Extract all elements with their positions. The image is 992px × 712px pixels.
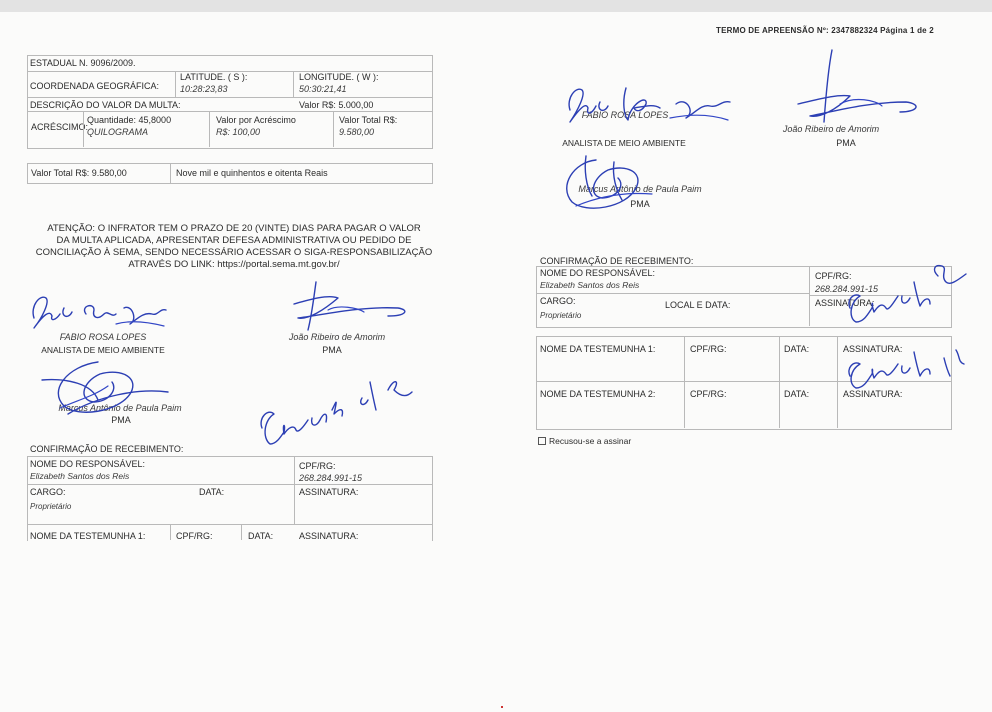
acrescimo-label: ACRÉSCIMO: xyxy=(31,122,89,132)
notice-line: ATENÇÃO: O INFRATOR TEM O PRAZO DE 20 (VINTE) DIAS PARA PAGAR O VALOR xyxy=(47,223,421,234)
witness1-label: NOME DA TESTEMUNHA 1: xyxy=(540,344,656,354)
divider xyxy=(779,336,780,428)
cargo-value: Proprietário xyxy=(30,502,72,511)
deadline-notice xyxy=(32,223,436,271)
notice-line: ATRAVÉS DO LINK: https://portal.sema.mt.gov.br/ xyxy=(128,259,340,270)
divider xyxy=(209,111,210,147)
divider xyxy=(241,524,242,540)
local-date-label: LOCAL E DATA: xyxy=(665,300,731,310)
longitude-value: 50:30:21,41 xyxy=(299,84,347,94)
notice-line: DA MULTA APLICADA, APRESENTAR DEFESA ADMINISTRATIVA OU PEDIDO DE xyxy=(56,235,412,246)
quantity-label: Quantidade: 45,8000 xyxy=(87,115,172,125)
divider xyxy=(27,484,432,485)
date-label: DATA: xyxy=(199,487,225,497)
divider xyxy=(175,71,176,97)
signature-elizabeth-santos-dos-reis xyxy=(842,252,968,326)
officer2-org: PMA xyxy=(111,415,131,425)
refused-checkbox xyxy=(538,437,546,445)
divider xyxy=(170,524,171,540)
divider xyxy=(83,111,84,147)
officer2-name: Marcus Antônio de Paula Paim xyxy=(58,403,182,413)
witness1-signature-label: ASSINATURA: xyxy=(299,531,359,541)
confirmation-title: CONFIRMAÇÃO DE RECEBIMENTO: xyxy=(30,444,184,454)
officer1-org: PMA xyxy=(836,138,856,148)
signature-joao-ribeiro-de-amorim xyxy=(268,280,418,338)
witness2-signature-label: ASSINATURA: xyxy=(843,389,903,399)
cargo-label: CARGO: xyxy=(540,296,576,306)
divider xyxy=(684,336,685,428)
increment-label: Valor por Acréscimo xyxy=(216,115,296,125)
officer1-name: João Ribeiro de Amorim xyxy=(288,332,386,342)
cargo-label: CARGO: xyxy=(30,487,66,497)
divider xyxy=(294,456,295,524)
divider xyxy=(27,97,432,98)
witness2-label: NOME DA TESTEMUNHA 2: xyxy=(540,389,656,399)
responsible-value: Elizabeth Santos dos Reis xyxy=(540,280,640,290)
cpf-value: 268.284.991-15 xyxy=(815,284,879,294)
divider xyxy=(837,336,838,428)
cargo-value: Proprietário xyxy=(540,311,582,320)
divider xyxy=(333,111,334,147)
officer2-name: Marcus Antônio de Paula Paim xyxy=(578,184,702,194)
witness1-signature-label: ASSINATURA: xyxy=(843,344,903,354)
fine-base-value: Valor R$: 5.000,00 xyxy=(299,100,374,110)
cpf-label: CPF/RG: xyxy=(299,461,336,471)
fine-description-label: DESCRIÇÃO DO VALOR DA MULTA: xyxy=(30,100,181,110)
total-label-small: Valor Total R$: xyxy=(339,115,398,125)
signature-label: ASSINATURA: xyxy=(815,298,875,308)
signature-elizabeth-santos-dos-reis-witness xyxy=(840,336,970,392)
document-header: TERMO DE APREENSÃO Nº: 2347882324 Página 1 de 2 xyxy=(716,26,934,35)
law-reference: ESTADUAL N. 9096/2009. xyxy=(30,58,136,68)
total-value: Valor Total R$: 9.580,00 xyxy=(31,168,127,178)
witness1-label: NOME DA TESTEMUNHA 1: xyxy=(30,531,146,541)
scanner-top-edge xyxy=(0,0,992,12)
divider xyxy=(809,266,810,326)
witness1-cpf-label: CPF/RG: xyxy=(176,531,213,541)
refused-to-sign-option xyxy=(538,436,631,447)
analyst-name: FABIO ROSA LOPES xyxy=(581,110,669,120)
responsible-value: Elizabeth Santos dos Reis xyxy=(30,471,130,481)
responsible-label: NOME DO RESPONSÁVEL: xyxy=(30,459,146,469)
total-in-words: Nove mil e quinhentos e oitenta Reais xyxy=(176,168,328,178)
analyst-name: FABIO ROSA LOPES xyxy=(59,332,147,342)
notice-line: CONCILIAÇÃO À SEMA, SENDO NECESSÁRIO ACESSAR O SIGA-RESPONSABILIZAÇÃO xyxy=(35,247,433,258)
responsible-label: NOME DO RESPONSÁVEL: xyxy=(540,268,656,278)
signature-label: ASSINATURA: xyxy=(299,487,359,497)
witness1-date-label: DATA: xyxy=(248,531,274,541)
increment-value: R$: 100,00 xyxy=(216,127,261,137)
signature-fabio-rosa-lopes xyxy=(20,284,170,336)
longitude-label: LONGITUDE. ( W ): xyxy=(299,72,379,82)
cpf-value: 268.284.991-15 xyxy=(299,473,363,483)
analyst-role: ANALISTA DE MEIO AMBIENTE xyxy=(562,138,686,148)
witness2-date-label: DATA: xyxy=(784,389,810,399)
signature-marcus-antonio-de-paula-paim xyxy=(556,152,676,216)
divider xyxy=(27,111,432,112)
latitude-value: 10:28:23,83 xyxy=(180,84,228,94)
officer1-name: João Ribeiro de Amorim xyxy=(782,124,880,134)
witness2-cpf-label: CPF/RG: xyxy=(690,389,727,399)
divider xyxy=(293,71,294,97)
officer2-org: PMA xyxy=(630,199,650,209)
witness1-cpf-label: CPF/RG: xyxy=(690,344,727,354)
witness1-date-label: DATA: xyxy=(784,344,810,354)
signature-marcus-antonio-de-paula-paim xyxy=(38,356,198,420)
confirmation-title: CONFIRMAÇÃO DE RECEBIMENTO: xyxy=(540,256,694,266)
divider xyxy=(170,163,171,183)
signature-fabio-rosa-lopes xyxy=(550,74,740,130)
divider xyxy=(536,293,810,294)
cpf-label: CPF/RG: xyxy=(815,271,852,281)
officer1-org: PMA xyxy=(322,345,342,355)
signature-joao-ribeiro-de-amorim xyxy=(796,48,930,132)
total-value-small: 9.580,00 xyxy=(339,127,375,137)
latitude-label: LATITUDE. ( S ): xyxy=(180,72,248,82)
coordinates-label: COORDENADA GEOGRÁFICA: xyxy=(30,81,160,91)
analyst-role: ANALISTA DE MEIO AMBIENTE xyxy=(41,345,165,355)
signature-elizabeth-santos-dos-reis xyxy=(254,368,424,454)
divider xyxy=(27,524,432,525)
quantity-unit: QUILOGRAMA xyxy=(87,127,149,137)
scan-speck xyxy=(501,706,503,708)
refused-label: Recusou-se a assinar xyxy=(549,436,632,446)
